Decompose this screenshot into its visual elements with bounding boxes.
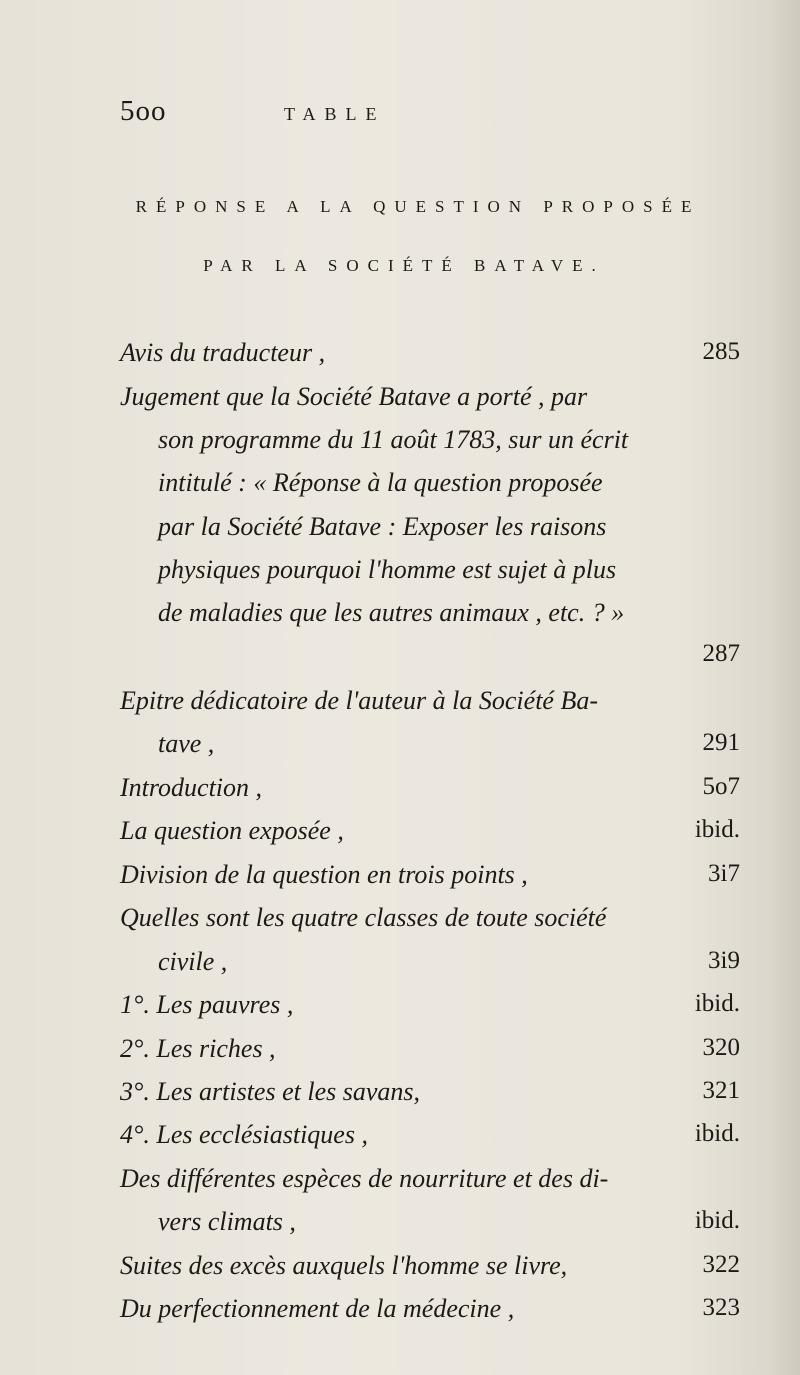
toc-line: [0, 640, 800, 680]
toc-entry-page: ibid.: [694, 816, 740, 843]
toc-entry-page: 321: [702, 1077, 740, 1104]
toc-entry-text: Suites des excès auxquels l'homme se livre,: [120, 1251, 568, 1280]
section-title-line-2: PAR LA SOCIÉTÉ BATAVE.: [203, 256, 605, 275]
toc-line: [0, 947, 800, 987]
toc-line: [0, 1207, 800, 1247]
toc-entry-page: 3i7: [708, 860, 740, 887]
toc-line: [0, 860, 800, 900]
toc-entry-page: 322: [702, 1251, 740, 1278]
toc-entry-text: civile ,: [158, 947, 228, 976]
toc-entry-text: Jugement que la Société Batave a porté , par: [120, 382, 588, 411]
toc-entry-page: 5o7: [702, 773, 740, 800]
toc-entry-text: Des différentes espèces de nourriture et des di-: [120, 1164, 609, 1193]
toc-entry-page: ibid.: [694, 1207, 740, 1234]
toc-line: [0, 598, 800, 638]
toc-line: [0, 990, 800, 1030]
toc-entry-page: 287: [702, 640, 740, 667]
toc-entry-text: tave ,: [158, 729, 215, 758]
toc-entry-text: vers climats ,: [158, 1207, 296, 1236]
page-header: [0, 95, 800, 138]
toc-line: [0, 1120, 800, 1160]
toc-entry-page: 291: [702, 729, 740, 756]
toc-entry-text: intitulé : « Réponse à la question proposée: [158, 468, 603, 497]
toc-entry-text: physiques pourquoi l'homme est sujet à plus: [158, 555, 617, 584]
toc-entry-page: 323: [702, 1294, 740, 1321]
toc-entry-text: Introduction ,: [120, 773, 263, 802]
toc-entry-text: Quelles sont les quatre classes de toute société: [120, 903, 607, 932]
toc-entry-text: Epitre dédicatoire de l'auteur à la Société Ba-: [120, 686, 599, 715]
toc-line: [0, 686, 800, 726]
toc-line: [0, 338, 800, 378]
toc-line: [0, 425, 800, 465]
toc-entry-page: 3i9: [708, 947, 740, 974]
toc-entry-text: 4°. Les ecclésiastiques ,: [120, 1120, 368, 1149]
toc-line: [0, 555, 800, 595]
toc-entry-text: Du perfectionnement de la médecine ,: [120, 1294, 515, 1323]
toc-entry-page: ibid.: [694, 990, 740, 1017]
toc-line: [0, 773, 800, 813]
toc-line: [0, 1294, 800, 1334]
toc-entry-text: 2°. Les riches ,: [120, 1034, 276, 1063]
toc-line: [0, 816, 800, 856]
toc-line: [0, 1251, 800, 1291]
toc-entry-text: son programme du 11 août 1783, sur un écrit: [158, 425, 629, 454]
toc-entry-page: ibid.: [694, 1120, 740, 1147]
toc-line: [0, 512, 800, 552]
toc-line: [0, 1164, 800, 1204]
toc-line: [0, 1077, 800, 1117]
toc-entry-text: Avis du traducteur ,: [120, 338, 326, 367]
toc-entry-text: Division de la question en trois points ,: [120, 860, 528, 889]
running-head: TABLE: [284, 104, 386, 124]
toc-entry-text: 3°. Les artistes et les savans,: [120, 1077, 421, 1106]
toc-line: [0, 382, 800, 422]
toc-line: [0, 729, 800, 769]
toc-entry-text: La question exposée ,: [120, 816, 344, 845]
toc-line: [0, 1034, 800, 1074]
toc-entry-page: 285: [702, 338, 740, 365]
page-number: 5oo: [120, 95, 167, 127]
toc-entry-text: par la Société Batave : Exposer les raisons: [158, 512, 607, 541]
toc-line: [0, 903, 800, 943]
toc-entry-page: 320: [702, 1034, 740, 1061]
section-title-line-1: RÉPONSE A LA QUESTION PROPOSÉE: [135, 197, 701, 216]
toc-line: [0, 468, 800, 508]
toc-entry-text: de maladies que les autres animaux , etc. ? »: [158, 598, 625, 627]
toc-entry-text: 1°. Les pauvres ,: [120, 990, 294, 1019]
